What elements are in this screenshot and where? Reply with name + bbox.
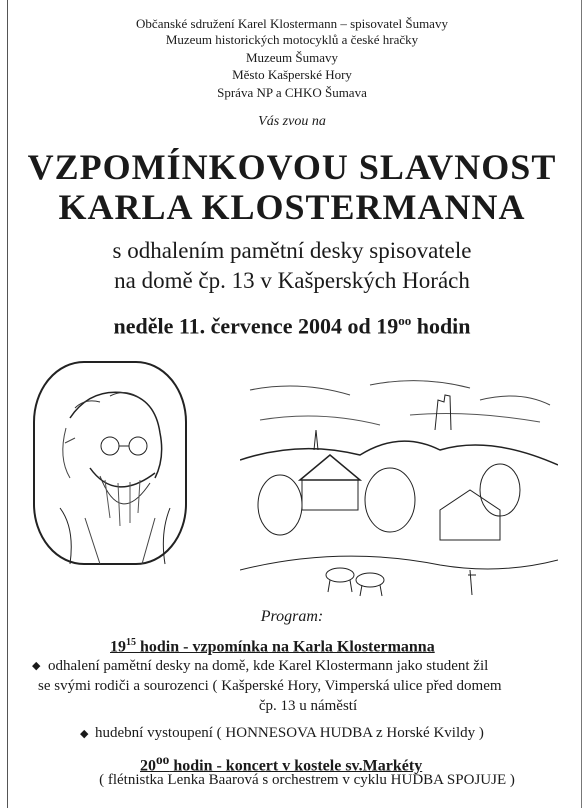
program-item-1 — [110, 633, 435, 656]
organizer-5: Správa NP a CHKO Šumava — [217, 85, 367, 100]
item4-text: hodin - koncert v kostele sv.Markéty — [169, 757, 423, 775]
item1-hour: 19 — [110, 638, 126, 656]
program-item-5: ( flétnistka Lenka Baarová s orchestrem v cyklu HUDBA SPOJUJE ) — [99, 772, 515, 788]
subtitle-line-2: na domě čp. 13 v Kašperských Horách — [114, 268, 470, 293]
portrait-illustration — [30, 358, 190, 568]
organizer-3: Muzeum Šumavy — [245, 50, 339, 65]
item4-sup: oo — [156, 752, 170, 767]
program-item-2-line-2: se svými rodiči a sourozenci ( Kašperské Hory, Vimperská ulice před domem — [38, 678, 502, 694]
date-suffix: hodin — [411, 313, 471, 339]
bullet-icon: ◆ — [80, 728, 89, 740]
bullet-icon: ◆ — [32, 660, 41, 672]
program-item-3: hudební vystoupení ( HONNESOVA HUDBA z Horské Kvildy ) — [95, 725, 484, 741]
subtitle-line-1: s odhalením pamětní desky spisovatele — [112, 238, 472, 263]
organizer-2: Muzeum historických motocyklů a české hračky — [165, 32, 419, 47]
landscape-illustration — [240, 370, 558, 610]
date-sup: oo — [398, 313, 412, 328]
title-line-1: VZPOMÍNKOVOU SLAVNOST — [27, 147, 557, 187]
item1-text: hodin - vzpomínka na Karla Klostermanna — [136, 638, 435, 656]
program-label: Program: — [260, 608, 324, 625]
organizer-4: Město Kašperské Hory — [232, 67, 352, 82]
invite-text: Vás zvou na — [258, 114, 326, 129]
program-item-2-line-3: čp. 13 u náměstí — [258, 698, 358, 714]
title-line-2: KARLA KLOSTERMANNA — [58, 187, 526, 227]
event-date — [0, 313, 584, 339]
item1-sup: 15 — [126, 637, 136, 648]
organizer-1: Občanské sdružení Karel Klostermann – spisovatel Šumavy — [136, 16, 448, 31]
date-main: neděle 11. července 2004 od 19 — [113, 313, 399, 339]
item4-hour: 20 — [140, 757, 156, 775]
program-item-2-line-1: odhalení pamětní desky na domě, kde Karel Klostermann jako student žil — [48, 658, 489, 674]
